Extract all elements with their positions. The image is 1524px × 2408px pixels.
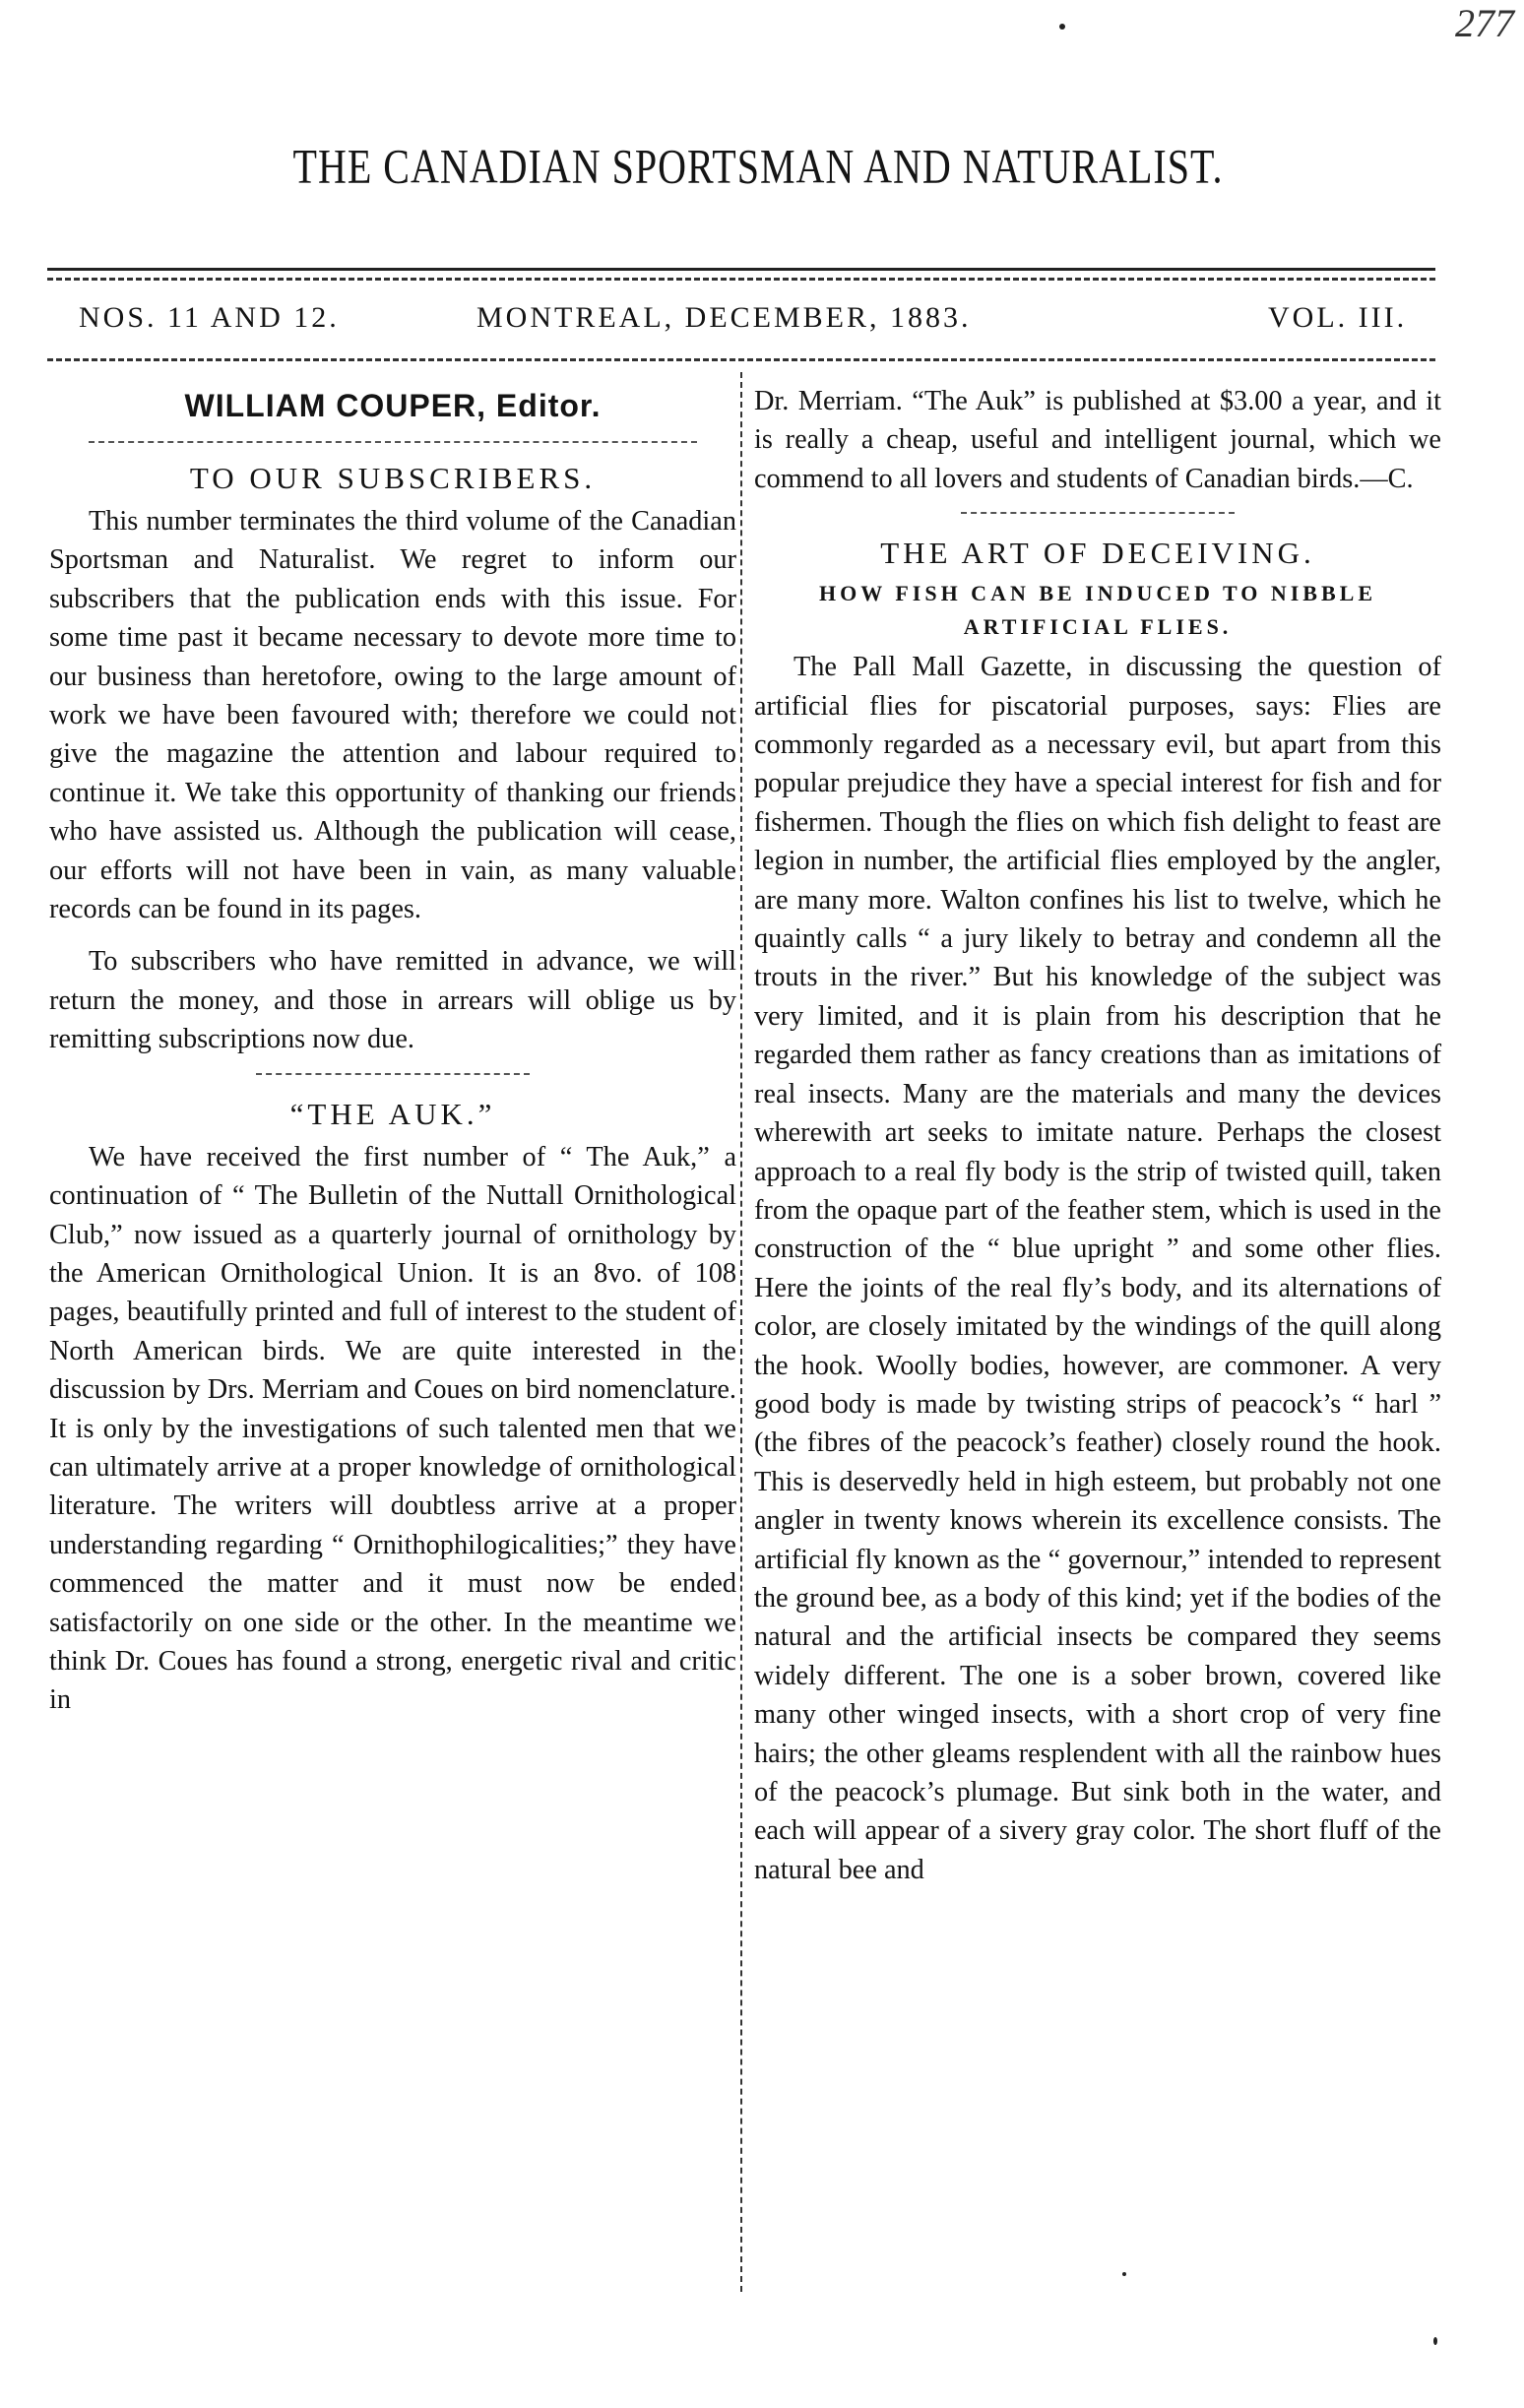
subscribers-paragraph-1: This number terminates the third volume of the Canadian Sportsman and Naturalist. We regret to inform our subscribers that the publication ends with this issue. For some time past it became necessary to devote more time to our business than heretofore, owing to the large amount of work we have been favoured with; therefore we could not give the magazine the attention and labour required to continue it. We take this opportunity of thanking our friends who have assisted us. Although the publication will cease, our efforts will not have been in vain, as many valuable records can be found in its pages. xyxy=(49,506,736,925)
auk-paragraph-continued: Dr. Merriam. “The Auk” is published at $3.00 a year, and it is really a cheap, useful and intelligent journal, which we commend to all lovers and students of Canadian birds.—C. xyxy=(754,386,1441,494)
issue-dashed-rule xyxy=(47,358,1435,361)
section-subtitle-deceiving: HOW FISH CAN BE INDUCED TO NIBBLE ARTIFICIAL FLIES. xyxy=(819,581,1376,640)
issue-numbers: NOS. 11 AND 12. xyxy=(79,301,340,334)
left-column xyxy=(49,382,736,1720)
issue-volume: VOL. III. xyxy=(1268,301,1408,334)
ink-speck xyxy=(1122,2272,1126,2276)
subscribers-paragraph-2: To subscribers who have remitted in advance, we will return the money, and those in arrears will oblige us by remitting subscriptions now due. xyxy=(49,946,736,1055)
column-divider xyxy=(740,372,742,2292)
section-separator xyxy=(256,1073,530,1075)
section-separator xyxy=(89,441,697,443)
editor-credit: WILLIAM COUPER, Editor. xyxy=(184,388,602,423)
section-title-subscribers: TO OUR SUBSCRIBERS. xyxy=(189,461,597,495)
masthead-title: THE CANADIAN SPORTSMAN AND NATURALIST. xyxy=(292,138,1224,194)
right-column xyxy=(754,382,1441,1889)
auk-paragraph: We have received the first number of “ The Auk,” a continuation of “ The Bulletin of the Nuttall Ornithological Club,” now issued as a quarterly journal of ornithology by the American Ornithological Union. It is an 8vo. of 108 pages, beautifully printed and full of interest to the student of North American birds. We are quite interested in the discussion by Drs. Merriam and Coues on bird nomenclature. It is only by the investigations of such talented men that we can ultimately arrive at a proper knowledge of ornithological literature. The writers will doubtless arrive at a proper understanding regarding “ Ornithophilogicalities;” they have commenced the matter and it must now be ended satisfactorily on one side or the other. In the meantime we think Dr. Coues has found a strong, energetic rival and critic in xyxy=(49,1141,736,1716)
issue-place-date: MONTREAL, DECEMBER, 1883. xyxy=(476,301,972,334)
section-separator xyxy=(961,512,1235,514)
masthead-rule xyxy=(47,268,1435,271)
deceiving-paragraph: The Pall Mall Gazette, in discussing the question of artificial flies for piscatorial purposes, says: Flies are commonly regarded as a necessary evil, but apart from this popular prejudice they have a special interest for fish and for fishermen. Though the flies on which fish delight to feast are legion in number, the artificial flies employed by the angler, are many more. Walton confines his list to twelve, which he quaintly calls “ a jury likely to betray and condemn all the trouts in the river.” But his knowledge of the subject was very limited, and it is plain from his description that he regarded them rather as fancy creations than as imitations of real insects. Many are the materials and many the devices wherewith art seeks to imitate nature. Perhaps the closest approach to a real fly body is the strip of twisted quill, taken from the opaque part of the feather stem, which is used in the construction of the “ blue upright ” and some other flies. Here the joints of the real fly’s body, and its alternations of color, are closely imitated by the windings of the quill along the hook. Woolly bodies, however, are commoner. A very good body is made by twisting strips of peacock’s “ harl ” (the fibres of the peacock’s feather) closely round the hook. This is deservedly held in high esteem, but probably not one angler in twenty knows wherein its excellence consists. The artificial fly known as the “ governour,” intended to represent the ground bee, as a body of this kind; yet if the bodies of the natural and the artificial insects be compared they seems widely different. The one is a sober brown, covered like many other winged insects, with a short crop of very fine hairs; the other gleams resplendent with all the rainbow hues of the peacock’s plumage. But sink both in the water, and each will appear of a sivery gray color. The short fluff of the natural bee and xyxy=(754,652,1441,1885)
masthead-dashed-rule xyxy=(47,278,1435,281)
ink-speck xyxy=(1433,2337,1437,2345)
ink-speck xyxy=(1059,24,1065,30)
section-title-deceiving: THE ART OF DECEIVING. xyxy=(880,536,1315,571)
section-title-auk: “THE AUK.” xyxy=(289,1096,496,1131)
page-number: 277 xyxy=(1455,1,1514,45)
